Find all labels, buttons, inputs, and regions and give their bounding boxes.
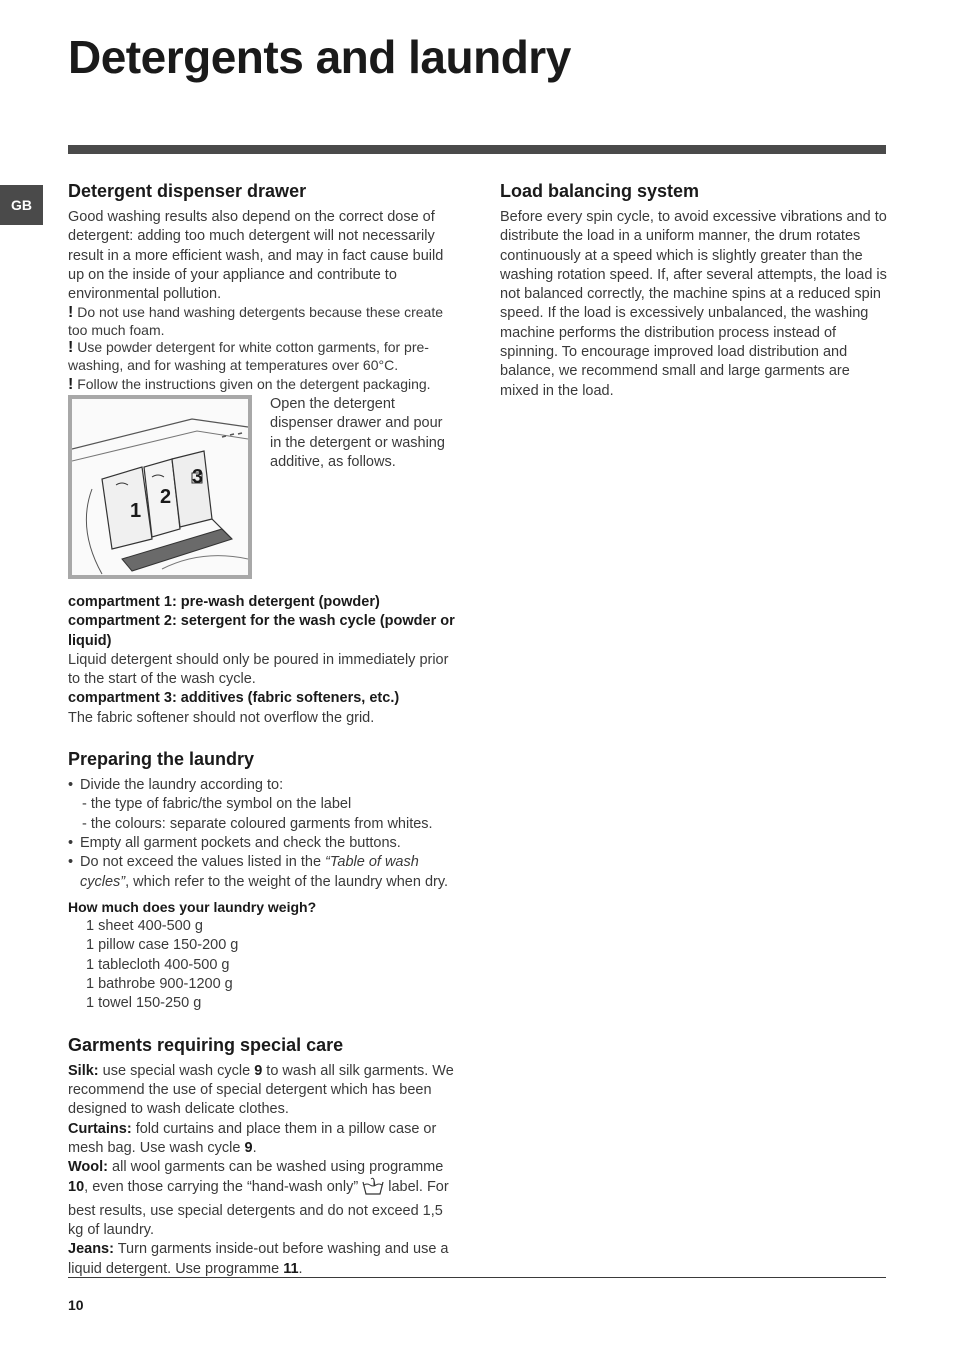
warning-text: Do not use hand washing detergents because these create too much foam. <box>68 304 444 338</box>
warning-text: Use powder detergent for white cotton garments, for pre-washing, and for washing at temperatures over 60°C. <box>68 339 429 373</box>
weight-item: 1 bathrobe 900-1200 g <box>86 976 233 993</box>
weight-item: 1 towel 150-250 g <box>86 995 202 1012</box>
list-subitem: - the colours: separate coloured garments from whites. <box>82 815 433 832</box>
warning-2 <box>68 339 456 374</box>
dispenser-drawer-illustration <box>68 395 252 579</box>
compartment-1: compartment 1: pre-wash detergent (powder) <box>68 593 380 610</box>
preparing-section <box>68 748 456 1014</box>
figure-caption: Open the detergent dispenser drawer and pour in the detergent or washing additive, as follows. <box>270 395 445 470</box>
weight-item: 1 tablecloth 400-500 g <box>86 956 230 973</box>
left-column <box>68 180 456 1279</box>
warning-1 <box>68 304 456 339</box>
compartment-2: compartment 2: setergent for the wash cycle (powder or liquid) <box>68 613 455 649</box>
warning-mark: ! <box>68 339 74 357</box>
compartment-label-1: 1 <box>130 499 142 522</box>
jeans-paragraph: Jeans: Turn garments inside-out before washing and use a liquid detergent. Use programme 11. <box>68 1241 449 1277</box>
compartment-2-note: Liquid detergent should only be poured in immediately prior to the start of the wash cycle. <box>68 651 449 688</box>
dispenser-intro: Good washing results also depend on the correct dose of detergent: adding too much detergent will not necessarily result in a more efficient wash, and may in fact cause build up on the inside of your appliance and contribute to environmental pollution. <box>68 209 444 303</box>
warning-3 <box>68 376 456 394</box>
weight-item: 1 pillow case 150-200 g <box>86 937 239 954</box>
preparing-heading: Preparing the laundry <box>68 749 255 770</box>
list-item <box>68 776 456 795</box>
compartment-label-2: 2 <box>160 485 172 508</box>
bullet-mark: • <box>68 854 74 871</box>
hand-wash-icon <box>362 1177 384 1201</box>
footer-divider <box>68 1277 886 1278</box>
language-tab: GB <box>0 185 43 225</box>
list-item <box>68 834 456 853</box>
compartment-3-note: The fabric softener should not overflow the grid. <box>68 709 375 726</box>
bullet-mark: • <box>68 834 74 851</box>
silk-paragraph: Silk: use special wash cycle 9 to wash all silk garments. We recommend the use of special detergent which has been designed to wash delicate clothes. <box>68 1062 454 1118</box>
list-item <box>68 853 456 892</box>
compartment-label-3: 3 <box>192 465 204 488</box>
list-subitem: - the type of fabric/the symbol on the label <box>82 796 352 813</box>
table-reference: “Table of wash cycles” <box>80 854 419 890</box>
weigh-heading: How much does your laundry weigh? <box>68 898 317 915</box>
list-item-text: Empty all garment pockets and check the buttons. <box>80 834 401 851</box>
warning-mark: ! <box>68 376 74 394</box>
title-divider <box>68 145 886 154</box>
compartments <box>68 593 456 728</box>
warning-mark: ! <box>68 304 74 322</box>
figure-row <box>68 395 456 579</box>
warning-text: Follow the instructions given on the detergent packaging. <box>77 376 431 393</box>
right-column <box>500 180 888 401</box>
special-care-section <box>68 1034 456 1279</box>
special-care-heading: Garments requiring special care <box>68 1034 344 1055</box>
list-item-text: Divide the laundry according to: <box>80 777 284 794</box>
page-number: 10 <box>68 1297 84 1313</box>
wool-paragraph: Wool: all wool garments can be washed using programme 10, even those carrying the “hand-wash only” label. For best results, use special detergents and do not exceed 1,5 kg of laundry. <box>68 1159 449 1238</box>
page-title: Detergents and laundry <box>68 31 571 83</box>
balancing-heading: Load balancing system <box>500 181 700 201</box>
balancing-body: Before every spin cycle, to avoid excessive vibrations and to distribute the load in a uniform manner, the drum rotates continuously at a speed which is slightly greater than the washing rotation speed. If, after several attempts, the load is not balanced correctly, the machine spins at a reduced spin speed. If the load is excessively unbalanced, the washing machine performs the distribution process instead of spinning. To encourage improved load distribution and balance, we recommend small and large garments are mixed in the load. <box>500 209 887 399</box>
compartment-3: compartment 3: additives (fabric softeners, etc.) <box>68 690 400 707</box>
dispenser-heading: Detergent dispenser drawer <box>68 181 307 201</box>
bullet-mark: • <box>68 777 74 794</box>
weight-item: 1 sheet 400-500 g <box>86 918 203 935</box>
list-item-text: Do not exceed the values listed in the “Table of wash cycles”, which refer to the weight of the laundry when dry. <box>80 854 449 890</box>
curtains-paragraph: Curtains: fold curtains and place them in a pillow case or mesh bag. Use wash cycle 9. <box>68 1120 437 1156</box>
